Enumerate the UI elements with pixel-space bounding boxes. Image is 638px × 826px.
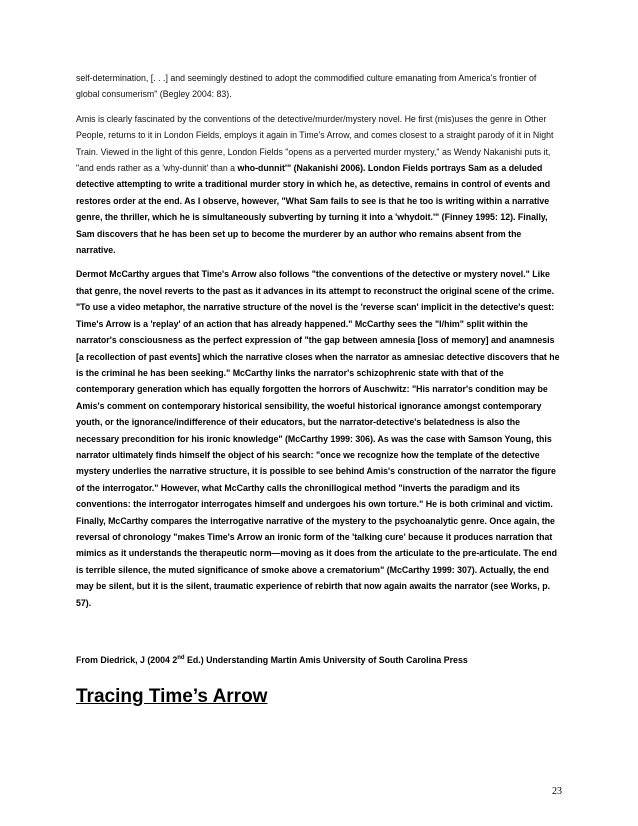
paragraph-2 xyxy=(76,111,562,259)
source-superscript: nd xyxy=(177,655,185,662)
source-suffix: Ed.) Understanding Martin Amis University of South Carolina Press xyxy=(184,655,468,665)
paragraph-1: self-determination, [. . .] and seemingly destined to adopt the commodified culture emanating from America's frontier of global consumerism" (Begley 2004: 83). xyxy=(76,73,537,100)
page-number: 23 xyxy=(552,786,562,797)
source-citation xyxy=(76,655,562,665)
source-prefix: From Diedrick, J (2004 2 xyxy=(76,655,178,665)
paragraph-3: Dermot McCarthy argues that Time's Arrow also follows "the conventions of the detective or mystery novel." Like that genre, the novel reverts to the past as it advances in its attempt to reconstruct the original scene of the crime. "To use a video metaphor, the narrative structure of the novel is the 'reverse scan' implicit in the detective's quest: Time's Arrow is a 'replay' of an action that has already happened." McCarthy sees the "I/him" split within the narrator's consciousness as the perfect expression of "the gap between amnesia [loss of memory] and anamnesis [a recollection of past events] which the narrative closes when the narrator as amnesiac detective discovers that he is the criminal he has been seeking." McCarthy links the narrator's schizophrenic state with that of the contemporary generation which has equally forgotten the horrors of Auschwitz: "His narrator's condition may be Amis's comment on contemporary historical sensibility, the woeful historical ignorance amongst contemporary youth, or the ignorance/indifference of their educators, but the narrator-detective's belatedness is also the necessary precondition for his ironic knowledge" (McCarthy 1999: 306). As was the case with Samson Young, this narrator ultimately finds himself the object of his search: "once we recognize how the template of the detective mystery underlies the narrative structure, it is possible to see behind Amis's construction of the narrator the figure of the interrogator." However, what McCarthy calls the chronillogical method "inverts the paradigm and its conventions: the interrogator interrogates himself and undergoes his own torture." He is both criminal and victim. Finally, McCarthy compares the interrogative narrative of the mystery to the psychoanalytic genre. Once again, the reversal of chronology "makes Time's Arrow an ironic form of the 'talking cure' because it produces narration that mimics as it understands the therapeutic norm—moving as it does from the articulate to the pre-articulate. The end is terrible silence, the muted significance of smoke above a crematorium" (McCarthy 1999: 307). Actually, the end may be silent, but it is the silent, traumatic experience of rebirth that now again awaits the narrator (see Works, p. 57). xyxy=(76,269,560,608)
paragraph-2-light-text: Amis is clearly fascinated by the conventions of the detective/murder/mystery novel. He first (mis)uses the genre in Other People, returns to it in London Fields, employs it again in Time's Arrow, and comes closest to a straight parody of it in Night Train. Viewed in the light of this genre, London Fields "opens as a perverted murder mystery," as Wendy Nakanishi puts it, "and ends rather as a 'why-dunnit' than a xyxy=(76,113,554,174)
section-heading: Tracing Time’s Arrow xyxy=(76,686,268,707)
document-body xyxy=(76,70,562,617)
paragraph-2-bold-text: who-dunnit'" (Nakanishi 2006). London Fields portrays Sam as a deluded detective attempting to write a traditional murder story in which he, as detective, remains in control of events and restores order at the end. As I observe, however, "What Sam fails to see is that he too is writing within a narrative genre, the thriller, which he is simultaneously subverting by turning it into a 'whydoit.'" (Finney 1995: 12). Finally, Sam discovers that he has been set up to become the murderer by an author who remains absent from the narrative. xyxy=(76,163,551,256)
